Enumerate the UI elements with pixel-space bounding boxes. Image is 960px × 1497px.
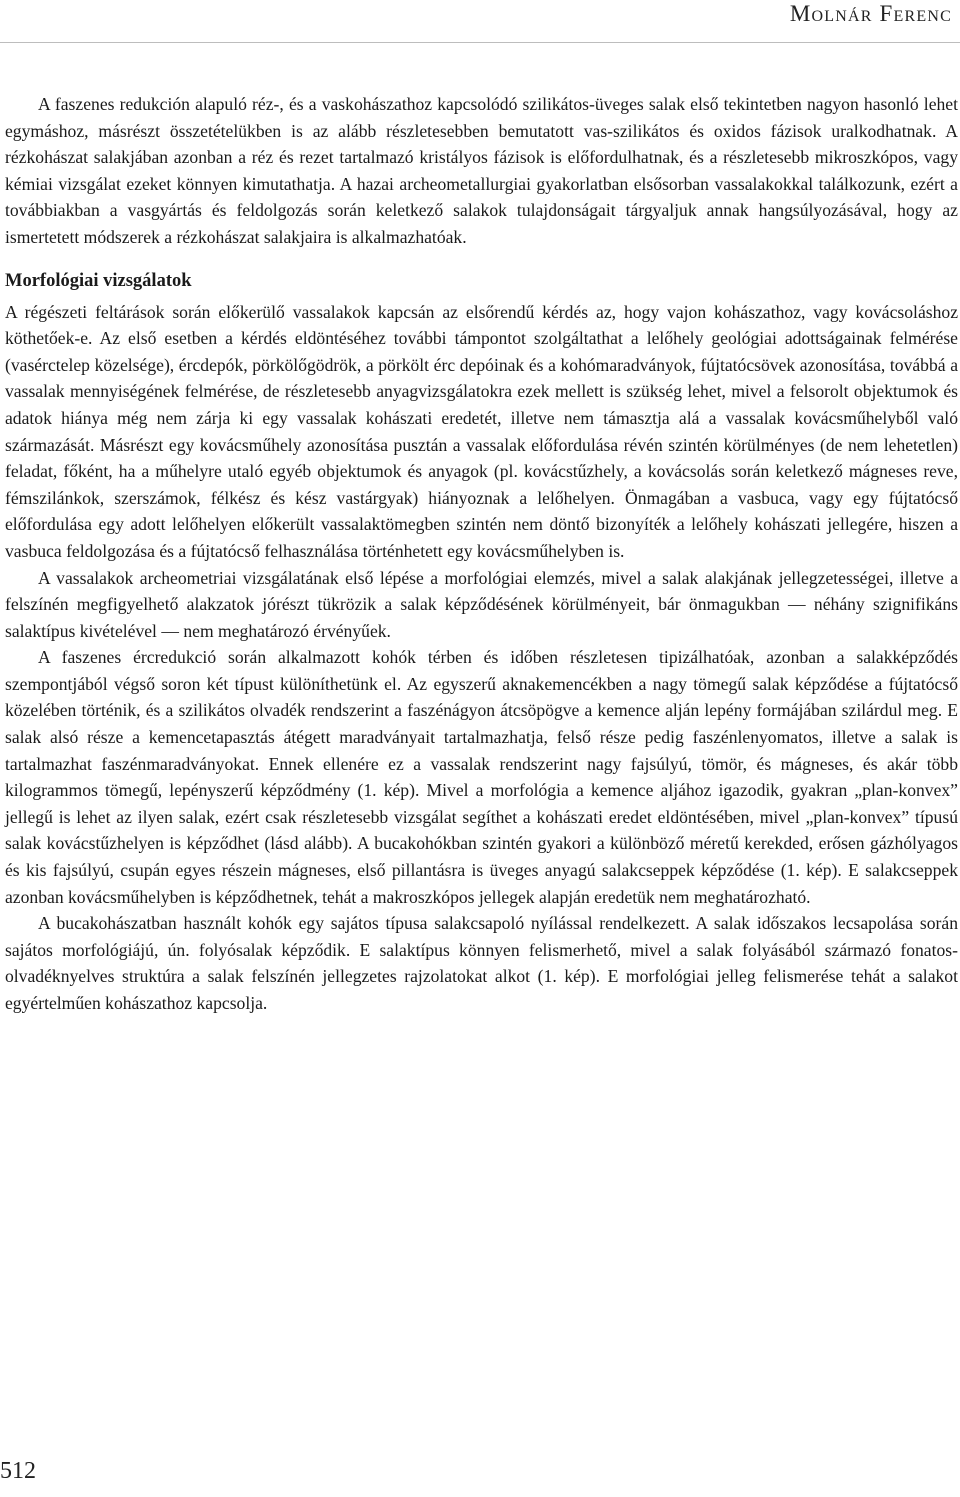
running-title: Molnár Ferenc <box>789 1 952 26</box>
body-paragraph: A bucakohászatban használt kohók egy sajátos típusa salakcsapoló nyílással rendelkezett. A salak időszakos lecsapolása során sajátos morfológiájú, ún. folyósalak képződik. E salaktípus könnyen felismerhető, mivel a salak folyásából származó fonatos-olvadéknyelves struktúra a salak felszínén jellegzetes rajzolatokat alkot (1. kép). E morfológiai jelleg felismerése tehát a salakot egyértelműen kohászathoz kapcsolja. <box>5 913 958 1013</box>
intro-paragraph: A faszenes redukción alapuló réz-, és a vaskohászathoz kapcsolódó szilikátos-üveges salak első tekintetben nagyon hasonló lehet egymáshoz, másrészt összetételükben is az alább részletesebben bemutatott vas-szilikátos és oxidos fázisok uralkodhatnak. A rézkohászat salakjában azonban a réz és rezet tartalmazó kristályos fázisok is előfordulhatnak, és a részletesebb mikroszkópos, vagy kémiai vizsgálat ezeket könnyen kimutathatja. A hazai archeometallurgiai gyakorlatban elsősorban vassalakokkal találkozunk, ezért a továbbiakban a vasgyártás és feldolgozás során keletkező salakok tulajdonságait tárgyaljuk annak hangsúlyozásával, hogy az ismertetett módszerek a rézkohászat salakjaira is alkalmazhatóak. <box>5 94 958 247</box>
page-number: 512 <box>0 1458 36 1484</box>
article-body <box>5 91 958 1017</box>
running-header <box>0 0 960 43</box>
body-paragraph: A faszenes ércredukció során alkalmazott kohók térben és időben részletesen tipizálhatóak, azonban a salakképződés szempontjából végső soron két típust különíthetünk el. Az egyszerű aknakemencékben a nagy tömegű salak képződése a fújtatócső közelében történik, és a szilikátos olvadék rendszerint a faszénágyon átcsöpögve a kemence alján lepény formájában szilárdul meg. E salak alsó része a kemencetapasztás átégett maradványait tartalmazhatja, felső része pedig faszénlenyomatos, illetve a salak is tartalmazhat faszénmaradványokat. Ennek ellenére ez a vassalak rendszerint nagy fajsúlyú, tömör, és mágneses, és akár több kilogrammos tömegű, lepényszerű képződmény (1. kép). Mivel a morfológia a kemence aljához igazodik, gyakran „plan-konvex” jellegű is lehet az ilyen salak, ezért csak részletesebb vizsgálat segíthet a kohászati eredet eldöntésében, mivel „plan-konvex” típusú salak kovácstűzhelyen is képződhet (lásd alább). A bucakohókban szintén gyakori a különböző méretű kerekded, erősen gázhólyagos és kis fajsúlyú, csupán egyes részein mágneses, első pillantásra is üveges anyagú salakcseppek képződése (1. kép). E salakcseppek azonban kovácsműhelyben is képződhetnek, tehát a makroszkópos jellegek alapján eredetük nem meghatározható. <box>5 647 958 907</box>
section-heading: Morfológiai vizsgálatok <box>5 270 192 291</box>
body-paragraph: A vassalakok archeometriai vizsgálatának első lépése a morfológiai elemzés, mivel a salak alakjának jellegzetességei, illetve a felszínén megfigyelhető alakzatok jórészt tükrözik a salak képződésének körülményeit, bár önmagukban — néhány szignifikáns salaktípus kivételével — nem meghatározó érvényűek. <box>5 567 958 641</box>
body-paragraph: A régészeti feltárások során előkerülő vassalakok kapcsán az elsőrendű kérdés az, hogy vajon kohászathoz, vagy kovácsoláshoz köthetőek-e. Az első esetben a kérdés eldöntéséhez további támpontot szolgáltathat a lelőhely geológiai adottságainak felmérése (vasérctelep közelsége), ércdepók, pörkölőgödrök, a pörkölt érc depóinak és a kohómaradványok, fújtatócsövek azonosítása, továbbá a vassalak mennyiségének felmérése, de részletesebb anyagvizsgálatokra ezek mellett is szükség lehet, mivel a felsorolt objektumok és adatok hiánya még nem zárja ki egy vassalak kohászati eredetét, illetve nem támasztja alá a vassalak kovácsműhelyből való származását. Másrészt egy kovácsműhely azonosítása pusztán a vassalak előfordulása révén szintén körülményes (de nem lehetetlen) feladat, főként, ha a műhelyre utaló egyéb objektumok és anyagok (pl. kovácstűzhely, a kovácsolás során keletkező mágneses reve, fémszilánkok, szerszámok, félkész és kész vastárgyak) hiányoznak a lelőhelyen. Önmagában a vasbuca, vagy egy fújtatócső előfordulása egy adott lelőhelyen előkerült vassalaktömegben szintén nem döntő bizonyíték a lelőhely kohászati jellegére, hiszen a vasbuca feldolgozása és a fújtatócső felhasználása történhetett egy kovácsműhelyben is. <box>5 301 958 561</box>
